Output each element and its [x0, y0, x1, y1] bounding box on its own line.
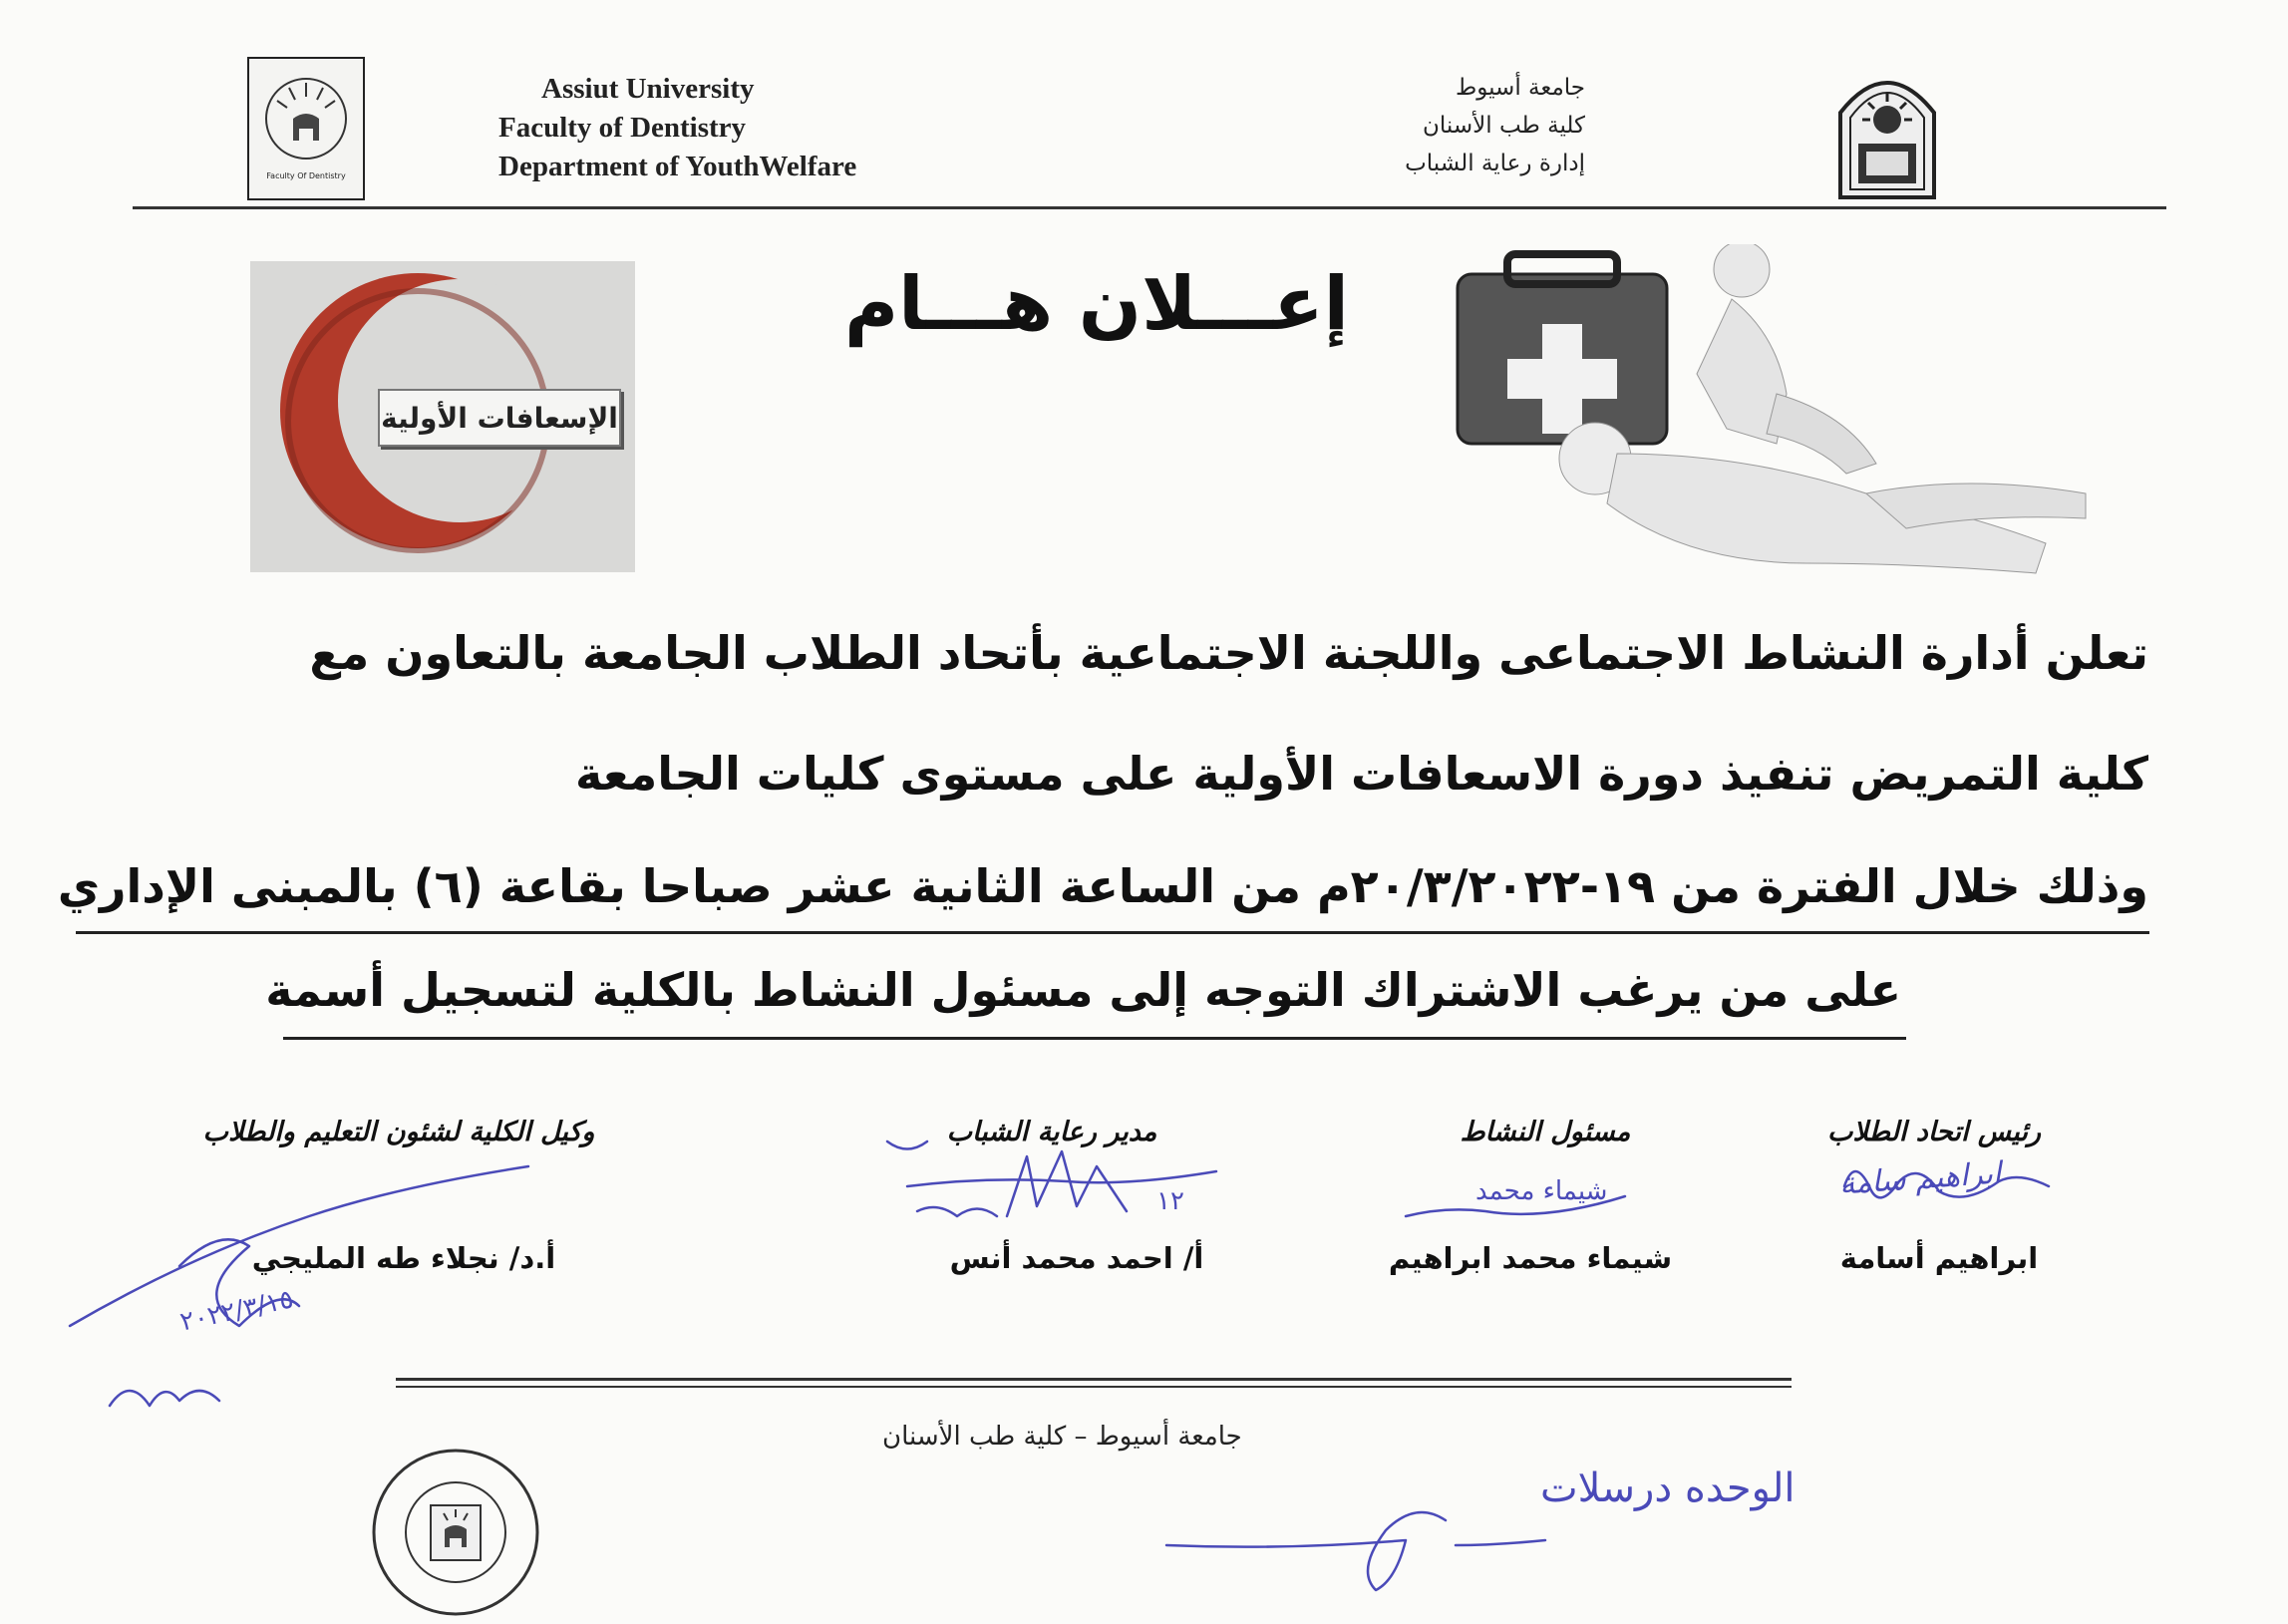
- body-line-4-underline: [283, 1037, 1906, 1040]
- first-aid-crescent-image: [250, 261, 635, 572]
- body-line-2: كلية التمريض تنفيذ دورة الاسعافات الأولية على مستوى كليات الجامعة: [574, 747, 2148, 801]
- signature-scribble-activity-officer: [1396, 1181, 1655, 1231]
- footer-handwriting: الوحده درسلات: [1540, 1465, 1796, 1511]
- signature-name-youth-director: أ/ احمد محمد أنس: [949, 1241, 1204, 1275]
- signature-name-student-union: ابراهيم أسامة: [1839, 1241, 2039, 1275]
- stamp-seal: [369, 1446, 543, 1620]
- footer-divider-top: [396, 1378, 1792, 1381]
- signature-title-student-union: رئيس اتحاد الطلاب: [1826, 1117, 2042, 1147]
- signature-title-activity-officer: مسئول النشاط: [1460, 1117, 1631, 1147]
- header-english-university: Assiut University: [541, 73, 755, 105]
- signature-scribble-student-union: [1824, 1146, 2084, 1226]
- logo-text: Faculty Of Dentistry: [266, 171, 346, 180]
- handwriting-activity-officer: شيماء محمد: [1475, 1176, 1608, 1206]
- header-arabic-department: إدارة رعاية الشباب: [1405, 151, 1585, 176]
- first-aid-badge-label: الإسعافات الأولية: [381, 401, 618, 435]
- handwriting-student-union: ابراهيم سامة: [1837, 1155, 2003, 1202]
- header-english-department: Department of YouthWelfare: [498, 151, 857, 182]
- signature-scribble-youth-director: [877, 1117, 1236, 1236]
- faculty-logo-emblem: [251, 61, 361, 196]
- header-divider: [133, 206, 2166, 209]
- signature-title-vice-dean: وكيل الكلية لشئون التعليم والطلاب: [202, 1117, 595, 1147]
- first-aid-badge: [378, 389, 621, 447]
- footer-divider-bottom: [396, 1386, 1792, 1388]
- official-stamp: [369, 1446, 543, 1620]
- signature-title-youth-director: مدير رعاية الشباب: [946, 1117, 1157, 1147]
- header-arabic-faculty: كلية طب الأسنان: [1423, 113, 1585, 139]
- footer-signature-scribble: [1156, 1485, 1555, 1595]
- body-line-4: على من يرغب الاشتراك التوجه إلى مسئول النشاط بالكلية لتسجيل أسمة: [265, 963, 1901, 1017]
- header-arabic-university: جامعة أسيوط: [1455, 75, 1585, 101]
- body-line-1: تعلن أدارة النشاط الاجتماعى واللجنة الاجتماعية بأتحاد الطلاب الجامعة بالتعاون مع: [309, 626, 2148, 680]
- signature-scribble-vice-dean: [60, 1146, 578, 1426]
- university-logo-right: [1832, 58, 1942, 202]
- signature-name-vice-dean: أ.د/ نجلاء طه المليجي: [251, 1241, 556, 1275]
- first-aid-cpr-illustration: [1448, 244, 2125, 613]
- university-emblem: [1832, 58, 1942, 202]
- footer-institution: جامعة أسيوط – كلية طب الأسنان: [882, 1422, 1242, 1452]
- cpr-figure-icon: [1448, 244, 2125, 613]
- header-english-faculty: Faculty of Dentistry: [498, 112, 747, 144]
- signature-name-activity-officer: شيماء محمد ابراهيم: [1388, 1241, 1673, 1275]
- body-line-3-underline: [76, 931, 2149, 934]
- body-line-3: وذلك خلال الفترة من ١٩-٢٠/٣/٢٠٢٢م من الساعة الثانية عشر صباحا بقاعة (٦) بالمبنى الإداري: [57, 859, 2148, 913]
- handwriting-youth-director: ١٢: [1156, 1186, 1184, 1216]
- announcement-title: إعـــلان هـــام: [843, 261, 1350, 347]
- handwriting-vice-dean: ٢٠٢٢/٣/١٥: [177, 1284, 297, 1338]
- faculty-logo-left: [247, 57, 365, 200]
